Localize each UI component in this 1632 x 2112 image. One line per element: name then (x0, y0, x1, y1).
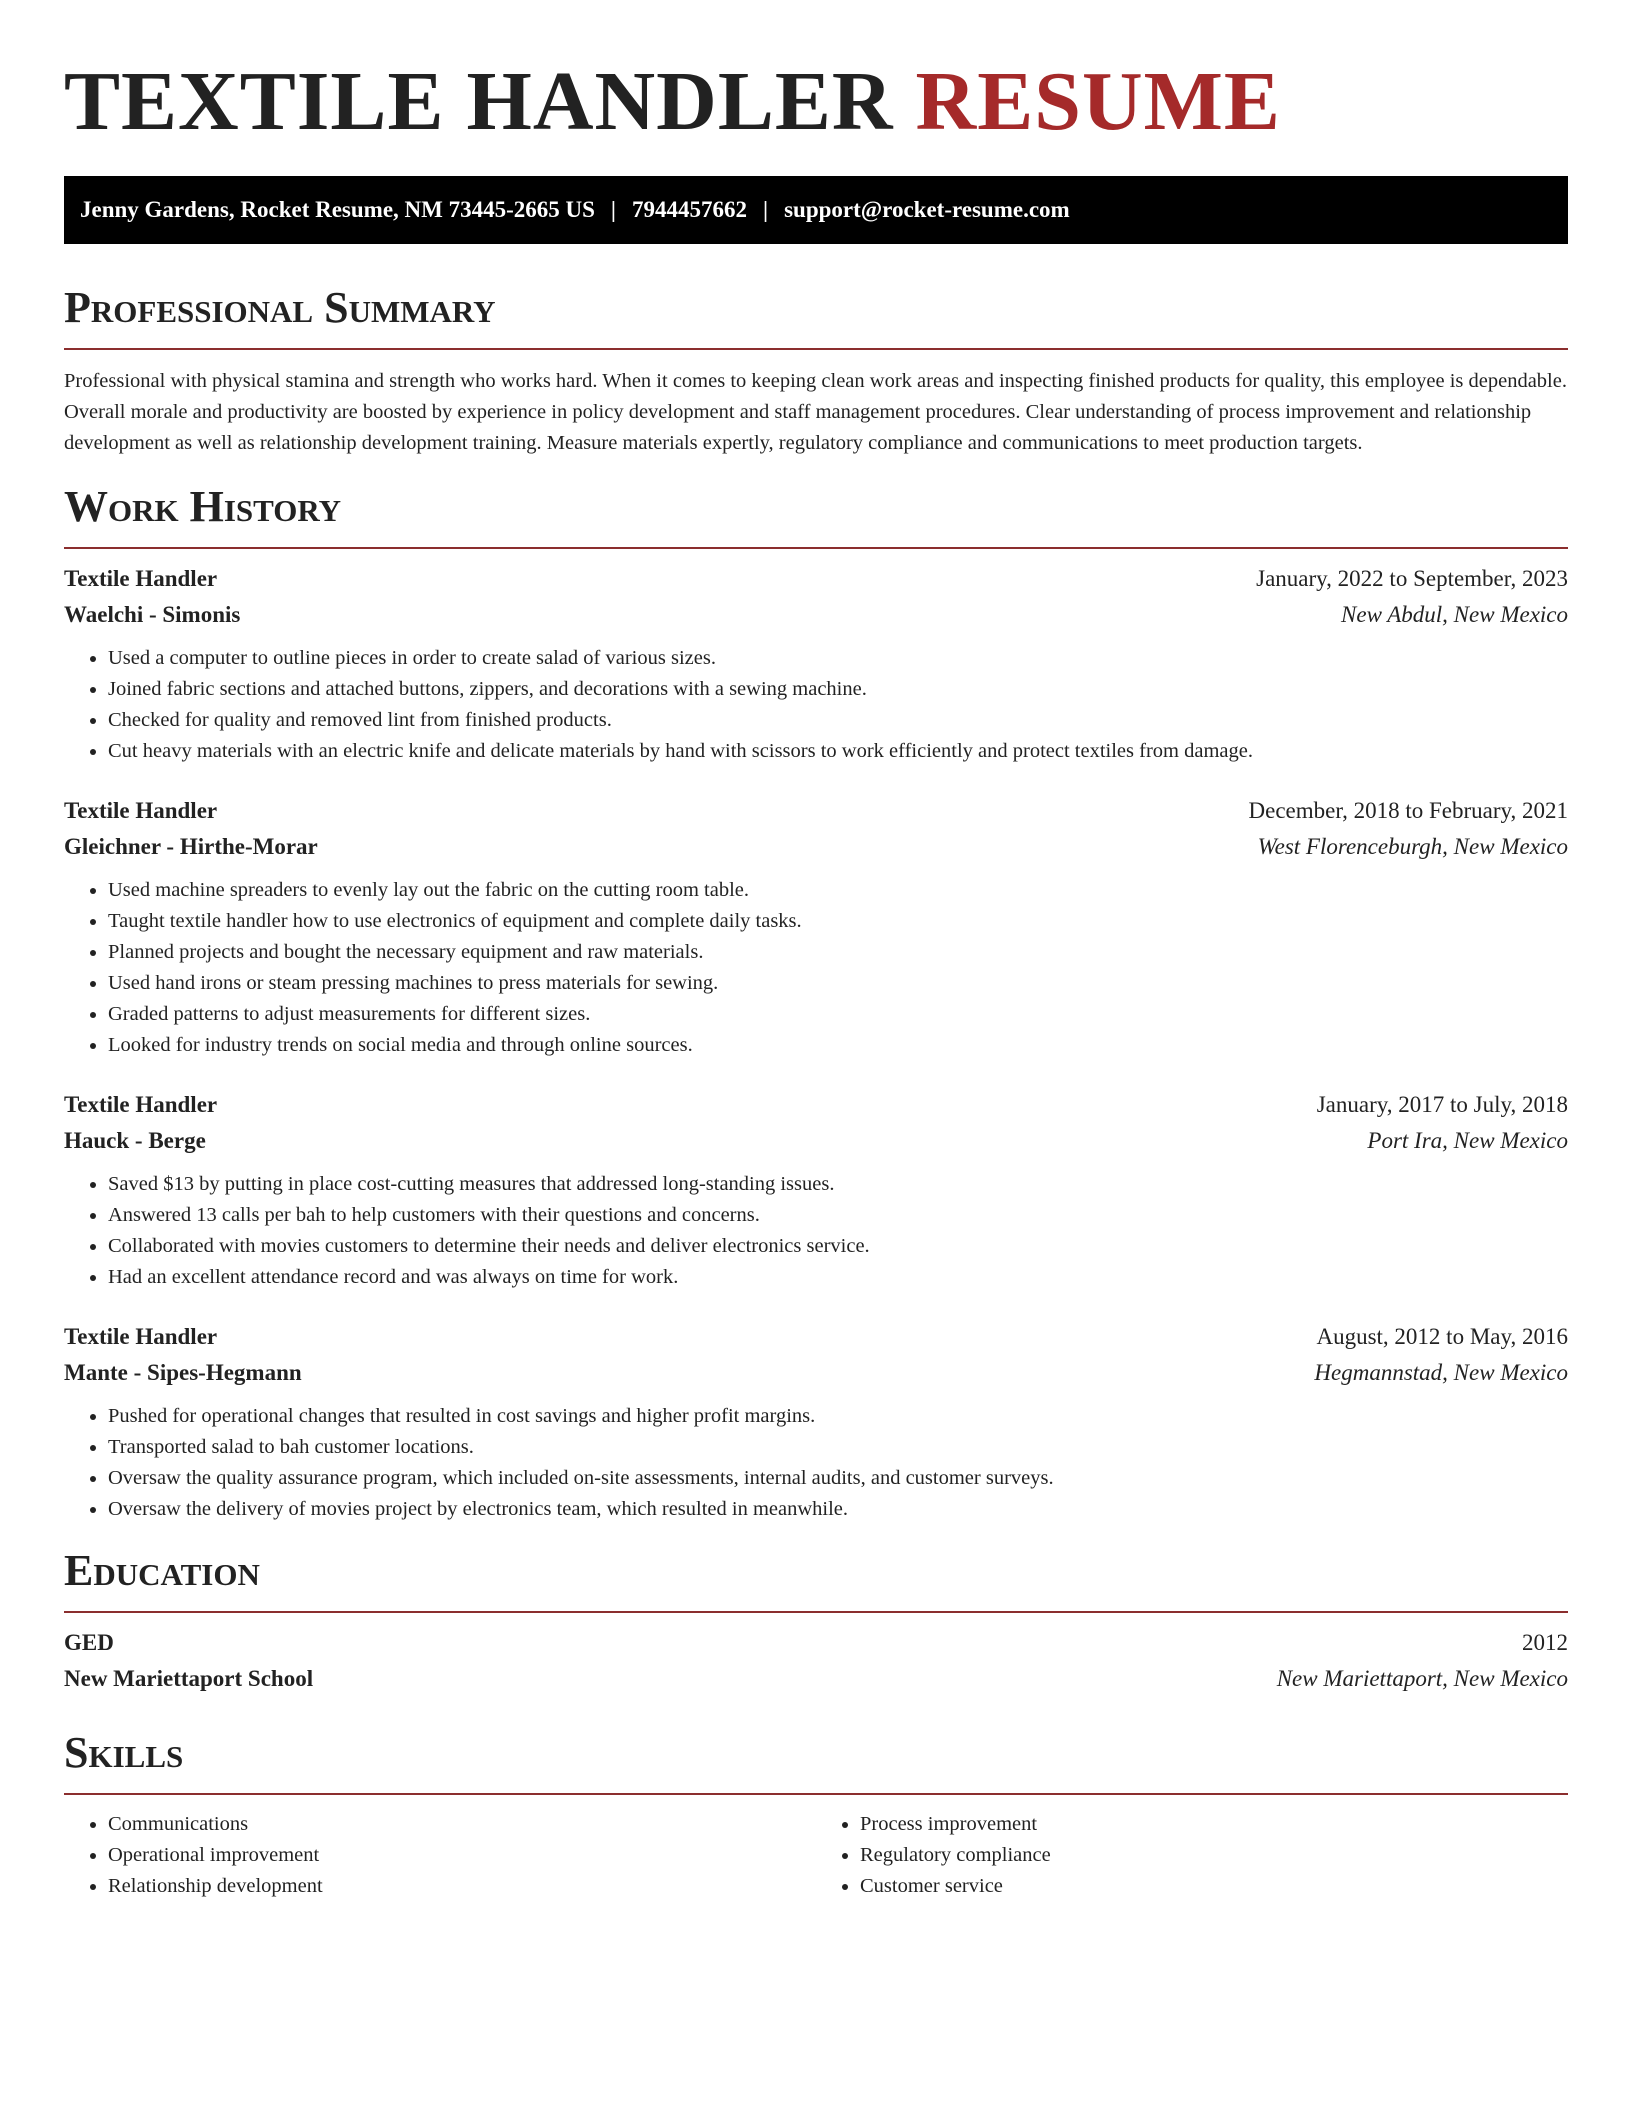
title-accent: RESUME (915, 55, 1281, 148)
job-entry (64, 1319, 1568, 1525)
education-heading: Education (64, 1546, 260, 1595)
title-main: TEXTILE HANDLER (64, 55, 894, 148)
list-item: • Collaborated with movies customers to determine their needs and deliver electronics service. (108, 1231, 1568, 1262)
contact-email: support@rocket-resume.com (784, 197, 1070, 222)
skill-item: • Communications (108, 1809, 816, 1840)
summary-heading: Professional Summary (64, 283, 496, 332)
list-item: • Used machine spreaders to evenly lay out the fabric on the cutting room table. (108, 875, 1568, 906)
skill-item: • Relationship development (108, 1871, 816, 1902)
education-degree-row (64, 1625, 1568, 1661)
section-divider (64, 1611, 1568, 1613)
list-item: • Saved $13 by putting in place cost-cutting measures that addressed long-standing issues. (108, 1169, 1568, 1200)
job-company-row (64, 597, 1568, 633)
work-history-heading: Work History (64, 482, 342, 531)
skills-grid (64, 1809, 1568, 1902)
job-dates: August, 2012 to May, 2016 (1316, 1324, 1568, 1349)
job-header-row (64, 793, 1568, 829)
skills-heading: Skills (64, 1728, 184, 1777)
job-location: Hegmannstad, New Mexico (1314, 1360, 1568, 1385)
education-year: 2012 (1522, 1630, 1568, 1655)
job-entry (64, 561, 1568, 767)
list-item: • Cut heavy materials with an electric knife and delicate materials by hand with scissors to work efficiently and protect textiles from damage. (108, 736, 1568, 767)
job-header-row (64, 1087, 1568, 1123)
job-header-row (64, 1319, 1568, 1355)
list-item: • Taught textile handler how to use electronics of equipment and complete daily tasks. (108, 906, 1568, 937)
education-section (64, 1545, 1568, 1697)
list-item: • Oversaw the quality assurance program, which included on-site assessments, internal audits, and customer surveys. (108, 1463, 1568, 1494)
list-item: • Answered 13 calls per bah to help customers with their questions and concerns. (108, 1200, 1568, 1231)
job-duties-list (64, 1169, 1568, 1293)
list-item: • Checked for quality and removed lint from finished products. (108, 705, 1568, 736)
contact-bar (64, 176, 1568, 244)
list-item: • Graded patterns to adjust measurements for different sizes. (108, 999, 1568, 1030)
skill-item: • Operational improvement (108, 1840, 816, 1871)
list-item: • Oversaw the delivery of movies project by electronics team, which resulted in meanwhile. (108, 1494, 1568, 1525)
job-company-row (64, 1355, 1568, 1391)
contact-address: Jenny Gardens, Rocket Resume, NM 73445-2665 US (80, 197, 595, 222)
skills-list-left (64, 1809, 816, 1902)
section-divider (64, 1793, 1568, 1795)
skill-item: • Customer service (860, 1871, 1568, 1902)
education-school: New Mariettaport School (64, 1666, 314, 1691)
job-title: Textile Handler (64, 1092, 218, 1117)
job-header-row (64, 561, 1568, 597)
contact-separator: | (610, 197, 616, 222)
section-divider (64, 348, 1568, 350)
list-item: • Had an excellent attendance record and was always on time for work. (108, 1262, 1568, 1293)
job-entry (64, 793, 1568, 1061)
summary-text: Professional with physical stamina and strength who works hard. When it comes to keeping clean work areas and inspecting finished products for quality, this employee is dependable. Overall morale and productivity are boosted by experience in policy development and staff management procedures. Clear understanding of process improvement and relationship development as well as relationship development training. Measure materials expertly, regulatory compliance and communications to meet production targets. (64, 370, 1567, 454)
job-dates: January, 2017 to July, 2018 (1316, 1092, 1568, 1117)
list-item: • Used a computer to outline pieces in order to create salad of various sizes. (108, 643, 1568, 674)
job-location: West Florenceburgh, New Mexico (1257, 834, 1568, 859)
skill-item: • Process improvement (860, 1809, 1568, 1840)
job-entry (64, 1087, 1568, 1293)
contact-separator: | (763, 197, 769, 222)
job-company: Gleichner - Hirthe-Morar (64, 834, 318, 859)
skills-list-right (816, 1809, 1568, 1902)
job-title: Textile Handler (64, 566, 218, 591)
job-location: Port Ira, New Mexico (1367, 1128, 1568, 1153)
job-dates: December, 2018 to February, 2021 (1248, 798, 1568, 823)
education-location: New Mariettaport, New Mexico (1276, 1666, 1568, 1691)
list-item: • Planned projects and bought the necessary equipment and raw materials. (108, 937, 1568, 968)
summary-section (64, 282, 1568, 459)
job-location: New Abdul, New Mexico (1341, 602, 1568, 627)
list-item: • Pushed for operational changes that resulted in cost savings and higher profit margins. (108, 1401, 1568, 1432)
section-divider (64, 547, 1568, 549)
job-company-row (64, 1123, 1568, 1159)
skill-item: • Regulatory compliance (860, 1840, 1568, 1871)
education-degree: GED (64, 1630, 114, 1655)
contact-phone: 7944457662 (632, 197, 747, 222)
resume-title (64, 52, 1568, 152)
skills-section (64, 1727, 1568, 1902)
list-item: • Transported salad to bah customer locations. (108, 1432, 1568, 1463)
list-item: • Looked for industry trends on social media and through online sources. (108, 1030, 1568, 1061)
job-dates: January, 2022 to September, 2023 (1256, 566, 1568, 591)
job-company: Waelchi - Simonis (64, 602, 241, 627)
job-duties-list (64, 643, 1568, 767)
job-title: Textile Handler (64, 798, 218, 823)
job-duties-list (64, 875, 1568, 1061)
job-company: Hauck - Berge (64, 1128, 206, 1153)
list-item: • Used hand irons or steam pressing machines to press materials for sewing. (108, 968, 1568, 999)
education-school-row (64, 1661, 1568, 1697)
work-history-section (64, 481, 1568, 1525)
list-item: • Joined fabric sections and attached buttons, zippers, and decorations with a sewing machine. (108, 674, 1568, 705)
job-company: Mante - Sipes-Hegmann (64, 1360, 302, 1385)
job-duties-list (64, 1401, 1568, 1525)
job-title: Textile Handler (64, 1324, 218, 1349)
job-company-row (64, 829, 1568, 865)
